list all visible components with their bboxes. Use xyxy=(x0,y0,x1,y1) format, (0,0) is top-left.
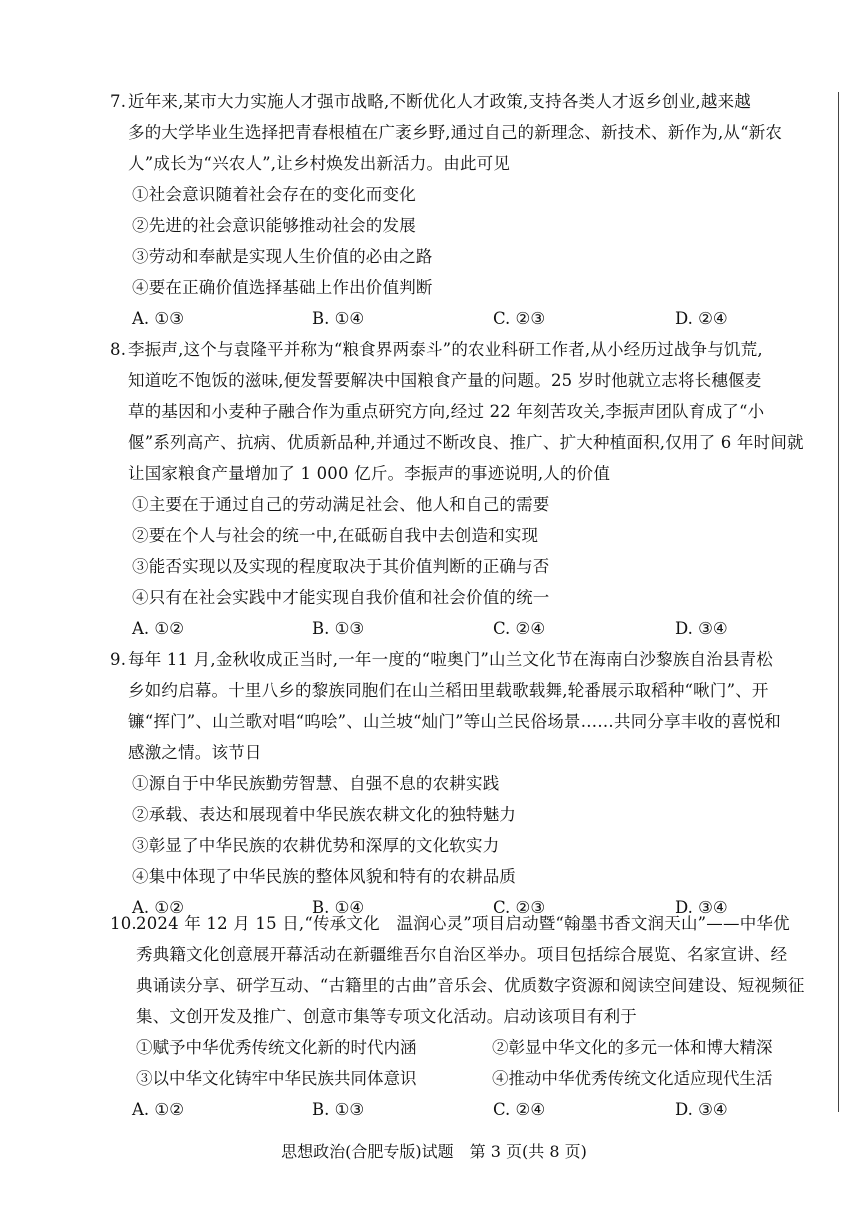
statement-option: ①主要在于通过自己的劳动满足社会、他人和自己的需要 xyxy=(132,495,550,514)
choice-b: B. ①③ xyxy=(312,1100,365,1119)
stem-text: 2024 年 12 月 15 日,“传承文化 温润心灵”项目启动暨“翰墨书香文润天山”——中华优 xyxy=(136,914,790,933)
statement-option-row xyxy=(110,1063,810,1094)
statement-option: ②先进的社会意识能够推动社会的发展 xyxy=(132,216,416,235)
choice-a: A. ①② xyxy=(132,1100,184,1119)
statement-option: ④要在正确价值选择基础上作出价值判断 xyxy=(132,278,433,297)
question-number: 10. xyxy=(110,914,137,933)
choice-a: A. ①③ xyxy=(132,309,184,328)
question-stem-line: 人”成长为“兴农人”,让乡村焕发出新活力。由此可见 xyxy=(128,154,511,173)
question-7 xyxy=(110,86,810,334)
choice-a: A. ①② xyxy=(132,898,184,917)
statement-option: ②承载、表达和展现着中华民族农耕文化的独特魅力 xyxy=(132,805,517,824)
statement-option: ④集中体现了中华民族的整体风貌和特有的农耕品质 xyxy=(132,867,517,886)
question-8 xyxy=(110,334,810,644)
choice-c: C. ②③ xyxy=(493,898,546,917)
question-number: 8. xyxy=(110,340,127,359)
answer-choices xyxy=(110,1094,810,1125)
stem-text: 李振声,这个与袁隆平并称为“粮食界两泰斗”的农业科研工作者,从小经历过战争与饥荒, xyxy=(128,340,763,359)
statement-option: ④只有在社会实践中才能实现自我价值和社会价值的统一 xyxy=(132,588,550,607)
question-number: 7. xyxy=(110,92,127,111)
statement-option: ②要在个人与社会的统一中,在砥砺自我中去创造和实现 xyxy=(132,526,539,545)
question-stem-line xyxy=(110,86,810,117)
choice-c: C. ②④ xyxy=(493,619,546,638)
page-footer: 思想政治(合肥专版)试题 第 3 页(共 8 页) xyxy=(281,1142,587,1161)
choice-d: D. ③④ xyxy=(675,1100,728,1119)
statement-option: ①源自于中华民族勤劳智慧、自强不息的农耕实践 xyxy=(132,774,500,793)
stem-text: 近年来,某市大力实施人才强市战略,不断优化人才政策,支持各类人才返乡创业,越来越 xyxy=(128,92,751,111)
choice-b: B. ①④ xyxy=(312,309,365,328)
choice-c: C. ②③ xyxy=(493,309,546,328)
question-number: 9. xyxy=(110,650,127,669)
answer-choices xyxy=(110,613,810,644)
statement-option: ③彰显了中华民族的农耕优势和深厚的文化软实力 xyxy=(132,836,500,855)
question-stem-line: 秀典籍文化创意展开幕活动在新疆维吾尔自治区举办。项目包括综合展览、名家宣讲、经 xyxy=(136,945,788,964)
statement-option: ①社会意识随着社会存在的变化而变化 xyxy=(132,185,416,204)
choice-d: D. ③④ xyxy=(675,619,728,638)
statement-option: ③能否实现以及实现的程度取决于其价值判断的正确与否 xyxy=(132,557,550,576)
statement-option: ②彰显中华文化的多元一体和博大精深 xyxy=(492,1038,773,1057)
answer-choices xyxy=(110,303,810,334)
statement-option: ④推动中华优秀传统文化适应现代生活 xyxy=(492,1069,773,1088)
question-stem-line: 偃”系列高产、抗病、优质新品种,并通过不断改良、推广、扩大种植面积,仅用了 6 年时间就 xyxy=(128,433,804,452)
choice-b: B. ①③ xyxy=(312,619,365,638)
question-stem-line xyxy=(110,908,810,939)
question-stem-line: 集、文创开发及推广、创意市集等专项文化活动。启动该项目有利于 xyxy=(136,1007,637,1026)
question-stem-line: 知道吃不饱饭的滋味,便发誓要解决中国粮食产量的问题。25 岁时他就立志将长穗偃麦 xyxy=(128,371,762,390)
choice-d: D. ③④ xyxy=(675,898,728,917)
question-10 xyxy=(110,908,810,1125)
question-stem-line: 典诵读分享、研学互动、“古籍里的古曲”音乐会、优质数字资源和阅读空间建设、短视频征 xyxy=(136,976,805,995)
choice-a: A. ①② xyxy=(132,619,184,638)
statement-option: ③以中华文化铸牢中华民族共同体意识 xyxy=(136,1069,417,1088)
question-stem-line xyxy=(110,644,810,675)
stem-text: 每年 11 月,金秋收成正当时,一年一度的“啦奥门”山兰文化节在海南白沙黎族自治县青松 xyxy=(128,650,773,669)
statement-option-row xyxy=(110,1032,810,1063)
question-9 xyxy=(110,644,810,923)
statement-option: ③劳动和奉献是实现人生价值的必由之路 xyxy=(132,247,433,266)
choice-d: D. ②④ xyxy=(675,309,728,328)
question-stem-line xyxy=(110,334,810,365)
question-stem-line: 感激之情。该节日 xyxy=(128,743,262,762)
statement-option: ①赋予中华优秀传统文化新的时代内涵 xyxy=(136,1038,417,1057)
question-stem-line: 草的基因和小麦种子融合作为重点研究方向,经过 22 年刻苦攻关,李振声团队育成了“小 xyxy=(128,402,765,421)
margin-rule xyxy=(838,92,839,1112)
question-stem-line: 多的大学毕业生选择把青春根植在广袤乡野,通过自己的新理念、新技术、新作为,从“新农 xyxy=(128,123,783,142)
choice-c: C. ②④ xyxy=(493,1100,546,1119)
question-stem-line: 乡如约启幕。十里八乡的黎族同胞们在山兰稻田里载歌载舞,轮番展示取稻种“啾门”、开 xyxy=(128,681,769,700)
question-stem-line: 镰“挥门”、山兰歌对唱“呜哙”、山兰坡“灿门”等山兰民俗场景……共同分享丰收的喜悦和 xyxy=(128,712,782,731)
question-stem-line: 让国家粮食产量增加了 1 000 亿斤。李振声的事迹说明,人的价值 xyxy=(128,464,611,483)
choice-b: B. ①④ xyxy=(312,898,365,917)
